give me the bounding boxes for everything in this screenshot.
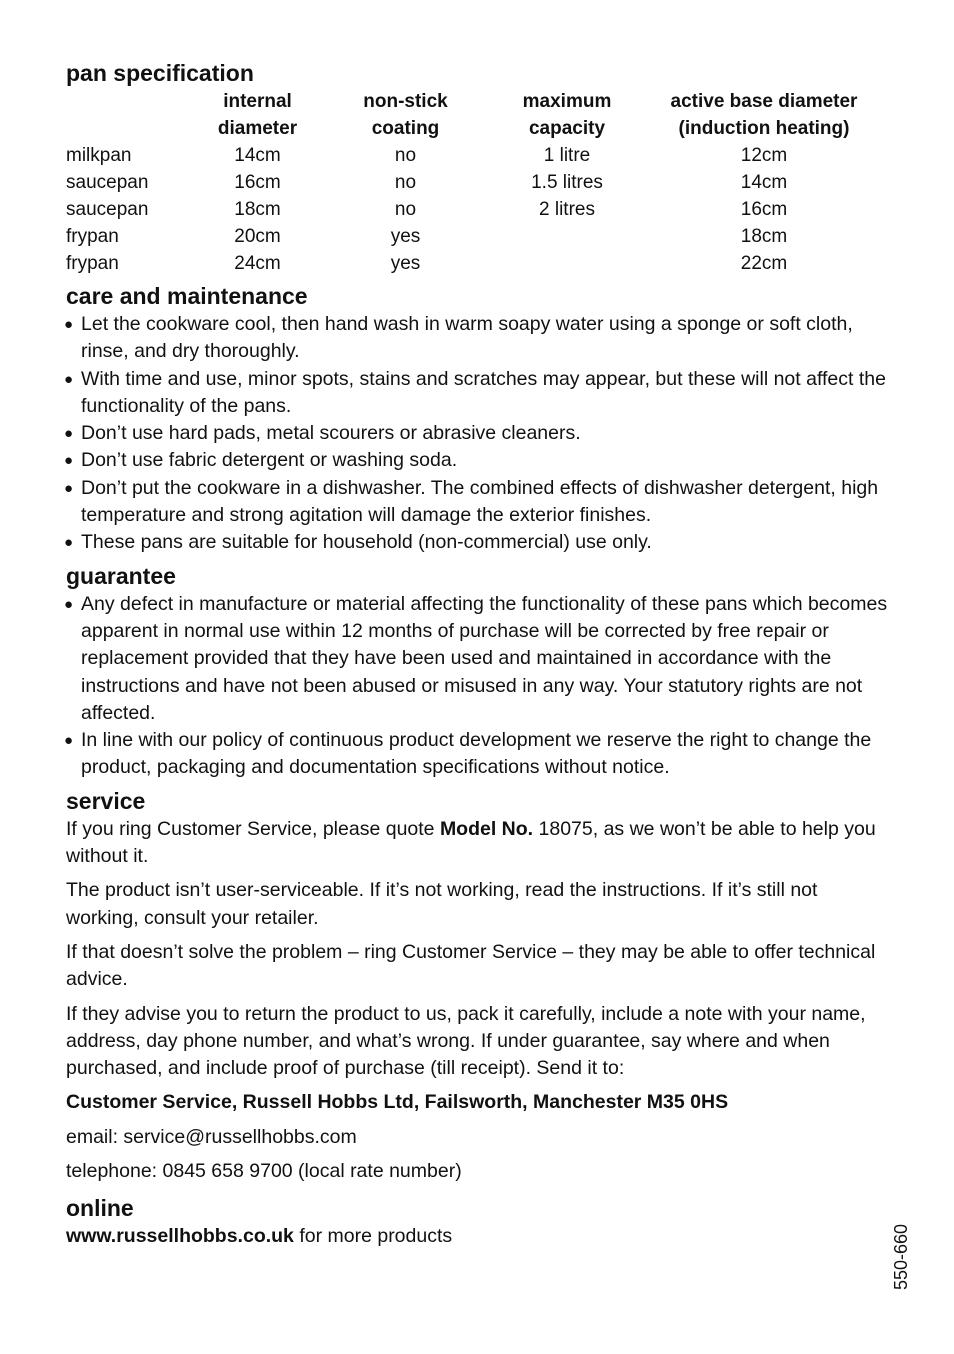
online-suffix: for more products <box>293 1225 453 1248</box>
list-item <box>66 447 888 474</box>
list-item <box>66 366 888 421</box>
list-item-text: Don’t use fabric detergent or washing soda. <box>81 449 458 472</box>
maximum-capacity-cell: 1 litre <box>543 145 591 166</box>
service-address: Customer Service, Russell Hobbs Ltd, Failsworth, Manchester M35 0HS <box>66 1091 729 1114</box>
care-bullet-list <box>66 311 888 557</box>
pan-name-cell: saucepan <box>66 172 149 193</box>
table-row <box>66 196 886 223</box>
non-stick-coating-cell: no <box>394 172 417 193</box>
list-item <box>66 420 888 447</box>
care-and-maintenance-heading: care and maintenance <box>66 283 308 309</box>
service-telephone: telephone: 0845 658 9700 (local rate number) <box>66 1160 462 1183</box>
active-base-diameter-cell: 22cm <box>740 253 788 274</box>
document-code: 550-660 <box>891 1223 911 1290</box>
bullet-icon: ● <box>64 370 74 388</box>
list-item-text: Don’t use hard pads, metal scourers or abrasive cleaners. <box>81 422 581 445</box>
service-paragraph: If that doesn’t solve the problem – ring Customer Service – they may be able to offer technical advice. <box>66 940 876 991</box>
non-stick-coating-cell: no <box>394 145 417 166</box>
pan-name-cell: frypan <box>66 253 119 274</box>
table-row <box>66 142 886 169</box>
service-model-paragraph <box>66 816 888 871</box>
guarantee-section <box>66 561 888 782</box>
column-header-pan <box>66 88 196 142</box>
table-header-row <box>66 88 886 142</box>
pan-name-cell: frypan <box>66 226 119 247</box>
list-item-text: With time and use, minor spots, stains and scratches may appear, but these will not affect the functionality of the pans. <box>81 367 886 417</box>
online-heading: online <box>66 1195 134 1222</box>
maximum-capacity-cell: 1.5 litres <box>531 172 603 193</box>
list-item-text: These pans are suitable for household (non-commercial) use only. <box>81 531 652 554</box>
service-section <box>66 786 888 1186</box>
list-item-text: In line with our policy of continuous product development we reserve the right to change the product, packaging and documentation specifications without notice. <box>81 729 872 779</box>
bullet-icon: ● <box>64 316 74 333</box>
bullet-icon: ● <box>64 595 74 613</box>
column-header-active-base-diameter: active base diameter (induction heating) <box>670 91 858 139</box>
internal-diameter-cell: 16cm <box>234 172 281 193</box>
guarantee-heading: guarantee <box>66 562 176 589</box>
bullet-icon: ● <box>64 534 74 552</box>
bullet-icon: ● <box>64 732 74 750</box>
list-item <box>66 529 888 556</box>
bullet-icon: ● <box>64 479 74 497</box>
list-item <box>66 475 888 530</box>
pan-specification-table <box>66 88 886 277</box>
internal-diameter-cell: 24cm <box>234 253 281 274</box>
pan-specification-heading: pan specification <box>66 60 254 86</box>
pan-specification-section <box>66 58 888 277</box>
table-row <box>66 250 886 277</box>
column-header-non-stick-coating: non-stick coating <box>363 91 448 139</box>
website-link[interactable]: www.russellhobbs.co.uk <box>66 1225 294 1248</box>
internal-diameter-cell: 20cm <box>234 226 281 247</box>
non-stick-coating-cell: yes <box>390 226 421 247</box>
maximum-capacity-cell <box>492 223 642 250</box>
pan-name-cell: milkpan <box>66 145 132 166</box>
table-row <box>66 169 886 196</box>
online-section <box>66 1193 888 1250</box>
column-header-internal-diameter: internal diameter <box>217 91 298 139</box>
active-base-diameter-cell: 14cm <box>740 172 788 193</box>
non-stick-coating-cell: yes <box>390 253 421 274</box>
bullet-icon: ● <box>64 425 74 443</box>
service-text: 18075, as we won’t be able to help you without it. <box>66 817 876 868</box>
service-paragraph: The product isn’t user-serviceable. If it’s not working, read the instructions. If it’s still not working, consult your retailer. <box>66 879 818 929</box>
pan-name-cell: saucepan <box>66 199 149 220</box>
list-item <box>66 727 888 782</box>
guarantee-bullet-list <box>66 591 888 782</box>
care-and-maintenance-section <box>66 281 888 557</box>
service-heading: service <box>66 787 146 814</box>
active-base-diameter-cell: 16cm <box>740 199 788 220</box>
manual-page <box>66 58 888 1251</box>
service-email: email: service@russellhobbs.com <box>66 1125 357 1148</box>
active-base-diameter-cell: 12cm <box>740 145 788 166</box>
list-item-text: Don’t put the cookware in a dishwasher. The combined effects of dishwasher detergent, high temperature and strong agitation will damage the exterior finishes. <box>81 476 879 527</box>
internal-diameter-cell: 18cm <box>234 199 281 220</box>
list-item <box>66 591 888 727</box>
column-header-maximum-capacity: maximum capacity <box>522 91 612 139</box>
list-item <box>66 311 888 366</box>
internal-diameter-cell: 14cm <box>234 145 281 166</box>
maximum-capacity-cell <box>492 250 642 277</box>
maximum-capacity-cell: 2 litres <box>539 199 595 220</box>
table-row <box>66 223 886 250</box>
model-number-label: Model No. <box>439 817 534 840</box>
non-stick-coating-cell: no <box>394 199 417 220</box>
list-item-text: Let the cookware cool, then hand wash in warm soapy water using a sponge or soft cloth, rinse, and dry thoroughly. <box>81 313 853 363</box>
service-paragraph: If they advise you to return the product to us, pack it carefully, include a note with your name, address, day phone number, and what’s wrong. If under guarantee, say where and when purchased, and include proof of purchase (till receipt). Send it to: <box>66 1002 866 1080</box>
bullet-icon: ● <box>64 452 74 470</box>
active-base-diameter-cell: 18cm <box>740 226 788 247</box>
online-paragraph <box>66 1223 888 1250</box>
list-item-text: Any defect in manufacture or material affecting the functionality of these pans which becomes apparent in normal use within 12 months of purchase will be corrected by free repair or replacement provided that they have been used and maintained in accordance with the instructions and have not been abused or misused in any way. Your statutory rights are not affected. <box>81 592 888 724</box>
service-text: If you ring Customer Service, please quote <box>66 817 440 840</box>
